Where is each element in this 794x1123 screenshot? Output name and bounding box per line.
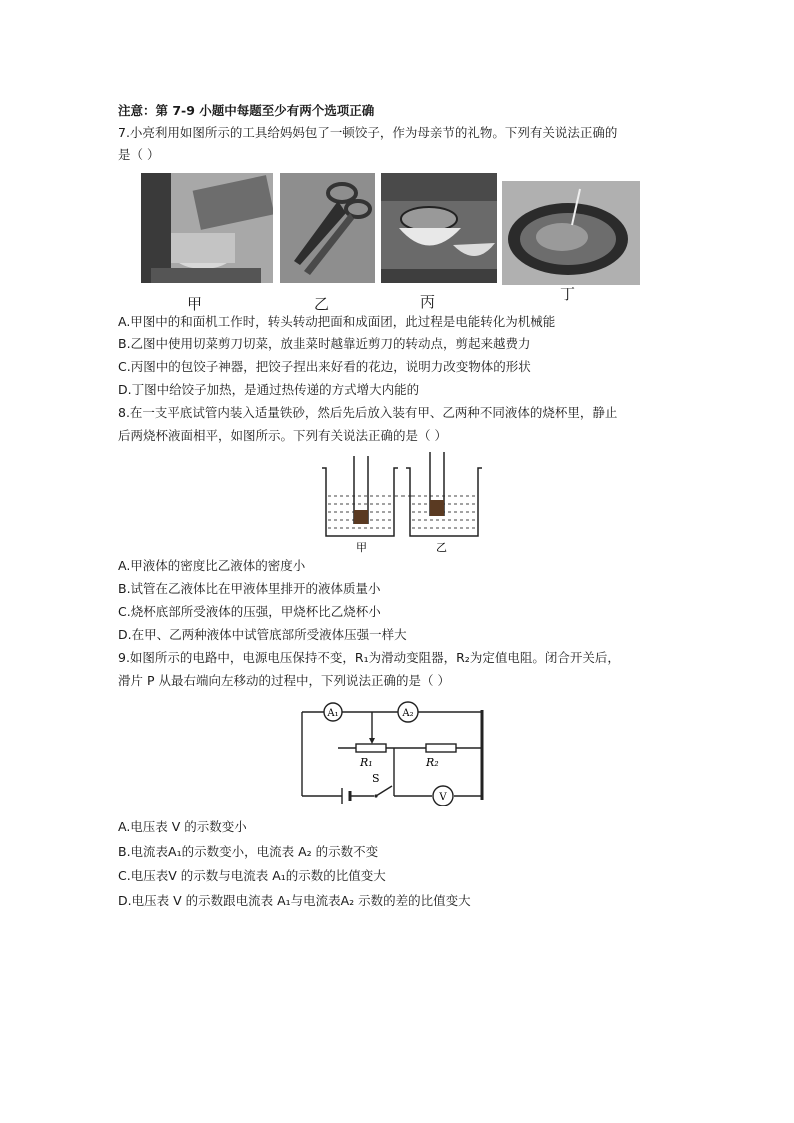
voltmeter-v: [433, 786, 453, 806]
r2-label: R₂: [426, 756, 439, 769]
r1-label: R₁: [360, 756, 373, 769]
q8-option-c: C.烧杯底部所受液体的压强，甲烧杯比乙烧杯小: [118, 604, 381, 619]
q7-caption-yi: 乙: [314, 295, 330, 313]
q9-circuit-diagram: [298, 700, 488, 806]
q8-option-a: A.甲液体的密度比乙液体的密度小: [118, 558, 306, 573]
q9-option-d: D.电压表 V 的示数跟电流表 A₁与电流表A₂ 示数的差的比值变大: [118, 893, 471, 908]
ammeter-a2: [398, 702, 418, 722]
q9-option-a: A.电压表 V 的示数变小: [118, 819, 247, 834]
q8-option-b: B.试管在乙液体比在甲液体里排开的液体质量小: [118, 581, 381, 596]
q7-option-a: A.甲图中的和面机工作时，转头转动把面和成面团，此过程是电能转化为机械能: [118, 314, 556, 329]
battery: [342, 788, 350, 804]
a1-label: A₁: [327, 708, 339, 719]
q8-option-d: D.在甲、乙两种液体中试管底部所受液体压强一样大: [118, 627, 407, 642]
q9-stem-line2: 滑片 P 从最右端向左移动的过程中，下列说法正确的是（ ）: [118, 673, 450, 688]
q7-caption-ding: 丁: [560, 285, 576, 303]
s-label: S: [372, 772, 380, 785]
v-label: V: [439, 792, 447, 803]
q7-photo-bing: [381, 173, 497, 283]
q8-label-yi: 乙: [436, 541, 447, 554]
q9-stem-line1: 9.如图所示的电路中，电源电压保持不变，R₁为滑动变阻器，R₂为定值电阻。闭合开关后，: [118, 650, 620, 665]
q7-photo-jia: [141, 173, 273, 283]
ammeter-a1: [324, 703, 342, 721]
q9-option-b: B.电流表A₁的示数变小，电流表 A₂ 的示数不变: [118, 844, 379, 859]
a2-label: A₂: [402, 708, 414, 719]
q7-photo-yi: [280, 173, 375, 283]
q8-stem-line2: 后两烧杯液面相平，如图所示。下列有关说法正确的是（ ）: [118, 428, 447, 443]
beaker-jia: [322, 456, 398, 536]
q9-option-c: C.电压表V 的示数与电流表 A₁的示数的比值变大: [118, 868, 386, 883]
q8-stem-line1: 8.在一支平底试管内装入适量铁砂，然后先后放入装有甲、乙两种不同液体的烧杯里，静止: [118, 405, 618, 420]
q8-beaker-diagram: [316, 452, 486, 554]
notice: 注意：第 7-9 小题中每题至少有两个选项正确: [118, 103, 375, 118]
beaker-yi: [406, 452, 482, 536]
q7-photo-ding: [502, 181, 640, 285]
rheostat-r1: [356, 738, 386, 769]
q7-caption-jia: 甲: [187, 295, 203, 313]
q7-option-b: B.乙图中使用切菜剪刀切菜，放韭菜时越靠近剪刀的转动点，剪起来越费力: [118, 336, 531, 351]
q7-option-d: D.丁图中给饺子加热，是通过热传递的方式增大内能的: [118, 382, 420, 397]
q7-option-c: C.丙图中的包饺子神器，把饺子捏出来好看的花边，说明力改变物体的形状: [118, 359, 531, 374]
resistor-r2: [425, 744, 456, 769]
q7-stem-line2: 是（ ）: [118, 147, 160, 162]
switch-s: [372, 772, 392, 798]
q8-label-jia: 甲: [356, 541, 367, 554]
q7-stem-line1: 7.小亮利用如图所示的工具给妈妈包了一顿饺子，作为母亲节的礼物。下列有关说法正确的: [118, 125, 618, 140]
q7-caption-bing: 丙: [420, 293, 436, 311]
